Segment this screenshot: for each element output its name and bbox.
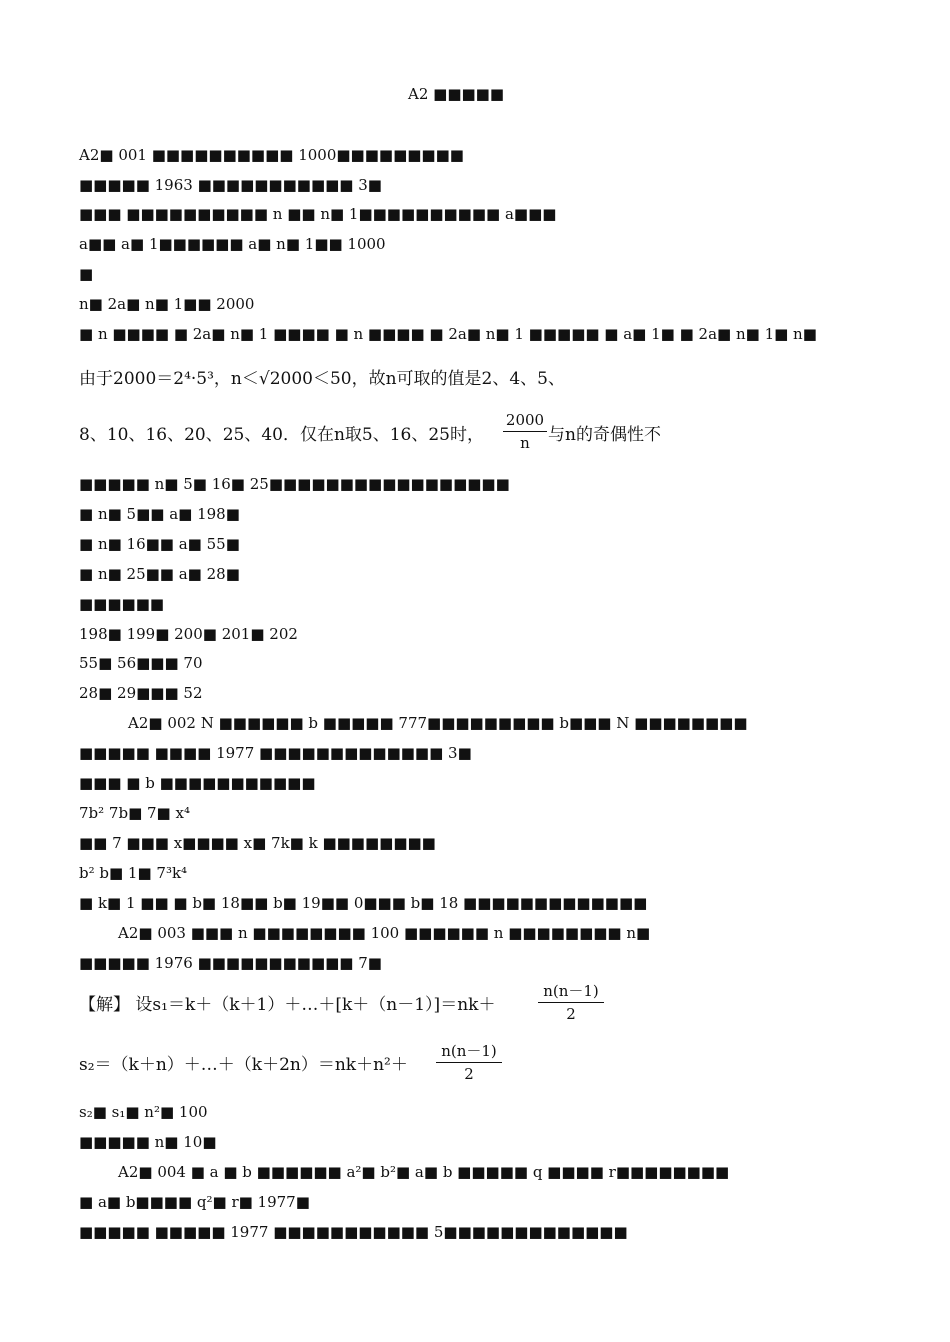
text-line: ■ k■ 1 ■■ ■ b■ 18■■ b■ 19■■ 0■■■ b■ 18 ■■■■■■■■■■■■■ [79, 894, 648, 912]
math-line-2b: 与n的奇偶性不 [548, 425, 661, 445]
text-line: ■■■ ■ b ■■■■■■■■■■■ [79, 774, 316, 792]
text-line: ■ a■ b■■■■ q²■ r■ 1977■ [79, 1193, 310, 1211]
fraction-bar [538, 1002, 604, 1003]
math-line-3: 【解】 设s₁＝k＋（k＋1）＋…＋[k＋（n－1）]＝nk＋ [79, 995, 496, 1015]
fraction-numerator: n(n－1) [543, 982, 599, 1000]
math-line-4: s₂＝（k＋n）＋…＋（k＋2n）＝nk＋n²＋ [79, 1055, 408, 1075]
text-line: ■■ 7 ■■■ x■■■■ x■ 7k■ k ■■■■■■■■ [79, 834, 436, 852]
text-line: ■ n ■■■■ ■ 2a■ n■ 1 ■■■■ ■ n ■■■■ ■ 2a■ n■ 1 ■■■■■ ■ a■ 1■ ■ 2a■ n■ 1■ n■ [79, 325, 817, 343]
fraction-numerator: 2000 [505, 411, 545, 429]
text-line: ■■■■■ 1963 ■■■■■■■■■■■ 3■ [79, 176, 382, 194]
text-line: ■■■■■ n■ 5■ 16■ 25■■■■■■■■■■■■■■■■■ [79, 475, 510, 493]
text-line: ■ [79, 265, 94, 283]
fraction-bar [503, 431, 547, 432]
page-title: A2 ■■■■■ [408, 85, 505, 103]
fraction-denominator: n [520, 434, 530, 452]
fraction-n-n-1-over-2-a [538, 982, 604, 1023]
math-line-1: 由于2000＝2⁴·5³，n＜√2000＜50，故n可取的值是2、4、5、 [79, 369, 566, 389]
text-line: a■■ a■ 1■■■■■■ a■ n■ 1■■ 1000 [79, 235, 386, 253]
fraction-denominator: 2 [566, 1005, 576, 1023]
text-line: ■■■ ■■■■■■■■■■ n ■■ n■ 1■■■■■■■■■■ a■■■ [79, 205, 557, 223]
text-line: 28■ 29■■■ 52 [79, 684, 203, 702]
fraction-bar [436, 1062, 502, 1063]
fraction-n-n-1-over-2-b [436, 1042, 502, 1083]
text-line: 55■ 56■■■ 70 [79, 654, 203, 672]
text-line: s₂■ s₁■ n²■ 100 [79, 1103, 208, 1121]
text-line: b² b■ 1■ 7³k⁴ [79, 864, 188, 882]
text-line: A2■ 003 ■■■ n ■■■■■■■■ 100 ■■■■■■ n ■■■■■■■■ n■ [118, 924, 651, 942]
text-line: n■ 2a■ n■ 1■■ 2000 [79, 295, 255, 313]
text-line: A2■ 001 ■■■■■■■■■■ 1000■■■■■■■■■ [79, 146, 464, 164]
text-line: ■ n■ 5■■ a■ 198■ [79, 505, 240, 523]
text-line: 7b² 7b■ 7■ x⁴ [79, 804, 190, 822]
text-line: ■ n■ 16■■ a■ 55■ [79, 535, 240, 553]
text-line: ■■■■■■ [79, 595, 165, 613]
fraction-2000-over-n [503, 411, 547, 452]
text-line: ■■■■■ ■■■■ 1977 ■■■■■■■■■■■■■ 3■ [79, 744, 472, 762]
text-line: ■■■■■ ■■■■■ 1977 ■■■■■■■■■■■ 5■■■■■■■■■■■■■ [79, 1223, 628, 1241]
text-line: ■■■■■ 1976 ■■■■■■■■■■■ 7■ [79, 954, 382, 972]
text-line: A2■ 002 N ■■■■■■ b ■■■■■ 777■■■■■■■■■ b■■■ N ■■■■■■■■ [128, 714, 748, 732]
text-line: ■ n■ 25■■ a■ 28■ [79, 565, 240, 583]
text-line: 198■ 199■ 200■ 201■ 202 [79, 625, 298, 643]
text-line: A2■ 004 ■ a ■ b ■■■■■■ a²■ b²■ a■ b ■■■■■ q ■■■■ r■■■■■■■■ [118, 1163, 730, 1181]
fraction-denominator: 2 [464, 1065, 474, 1083]
fraction-numerator: n(n－1) [441, 1042, 497, 1060]
text-line: ■■■■■ n■ 10■ [79, 1133, 217, 1151]
math-line-2a: 8、10、16、20、25、40．仅在n取5、16、25时， [79, 425, 485, 445]
